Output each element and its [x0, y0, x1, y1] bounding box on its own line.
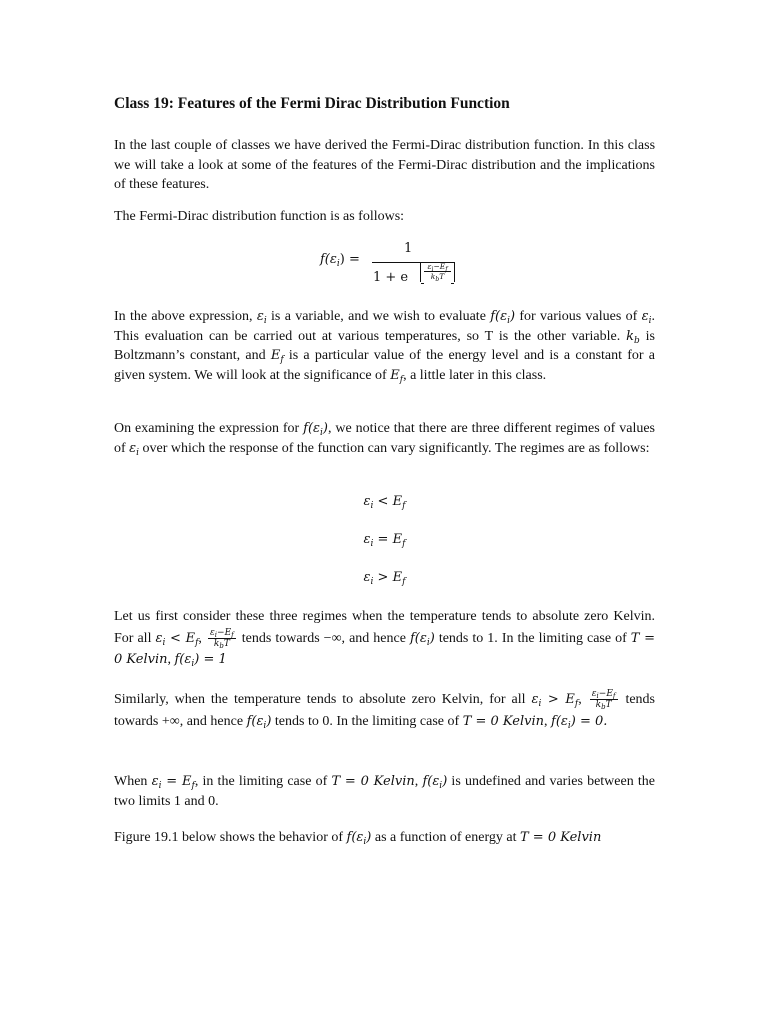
regime-equal: $\varepsilon_i = E_f$	[363, 532, 406, 549]
equation-numerator: 1	[404, 241, 413, 256]
lead-paragraph: The Fermi-Dirac distribution function is as follows:	[114, 209, 405, 224]
paragraph-expression: In the above expression, $\varepsilon_i$ is a variable, and we wish to evaluate $f(\varepsilon_i)$ for various values of $\varepsilon_i$. This evaluation can be carried out at various temperatures, so T is the other variable. $k_b$ is Boltzmann’s constant, and $E_f$ is a particular value of the energy level and is a constant for a given system. We will look at the significance of $E_f$, a little later in this class.	[114, 309, 655, 385]
page-title: Class 19: Features of the Fermi Dirac Distribution Function	[114, 95, 510, 112]
intro-line-3: implications of these features.	[114, 157, 655, 192]
paragraph-high-energy: Similarly, when the temperature tends to absolute zero Kelvin, for all $\varepsilon_i > E_f$, $\frac{\varepsilon_i-E_f}{k_bT}$ tends towards +∞, and hence $f(\varepsilon_i)$ tends to 0. In the limiting case of T = 0 Kelvin, $f(\varepsilon_i) = 0$.	[114, 689, 655, 731]
paragraph-low-energy: Let us first consider these three regimes when the temperature tends to absolute zero Kelvin. For all $\varepsilon_i < E_f$, $\frac{\varepsilon_i-E_f}{k_bT}$ tends towards −∞, and hence $f(\varepsilon_i)$ tends to 1. In the limiting case of T = 0 Kelvin, $f(\varepsilon_i) = 1$	[114, 609, 656, 669]
equation-lhs: $f(\varepsilon_i)$ =	[320, 252, 360, 269]
intro-paragraph	[114, 136, 655, 195]
exponent-fraction: $\frac{\varepsilon_i-E_f}{k_bT}$	[209, 627, 234, 650]
regime-greater-than: $\varepsilon_i > E_f$	[363, 570, 406, 587]
equation-denominator: 1 + e	[373, 270, 409, 285]
equation-exponent: $\varepsilon_i-E_f$ $k_bT$	[420, 262, 455, 282]
exponent-fraction: $\frac{\varepsilon_i-E_f}{k_bT}$	[591, 689, 616, 712]
paragraph-regimes-intro: On examining the expression for $f(\varepsilon_i)$, we notice that there are three different regimes of values of $\varepsilon_i$ over which the response of the function can vary significantly. The regimes are as follows:	[114, 421, 656, 458]
regime-less-than: $\varepsilon_i < E_f$	[363, 494, 406, 511]
paragraph-equal-energy: When $\varepsilon_i = E_f$, in the limiting case of T = 0 Kelvin, $f(\varepsilon_i)$ is undefined and varies between the two limits 1 and 0.	[114, 774, 655, 809]
intro-line-1: In the last couple of classes we have derived the Fermi-Dirac distribution function. In this	[114, 138, 624, 153]
paragraph-figure-ref: Figure 19.1 below shows the behavior of $f(\varepsilon_i)$ as a function of energy at T = 0 Kelvin	[114, 830, 602, 847]
intro-line-2: class we will take a look at some of the features of the Fermi-Dirac distribution and the	[114, 138, 656, 173]
fermi-dirac-equation	[320, 240, 470, 296]
